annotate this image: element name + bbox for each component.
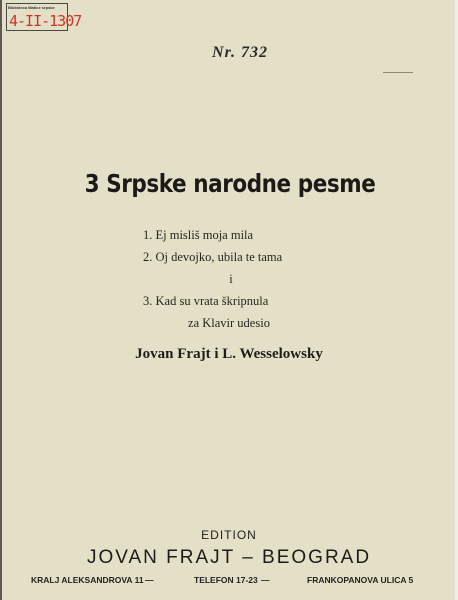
- page-title: 3 Srpske narodne pesme: [84, 169, 376, 198]
- address-phone: TELEFON 17-23: [194, 575, 258, 585]
- address-street-1: KRALJ ALEKSANDROVA 11: [31, 575, 144, 585]
- address-street-2: FRANKOPANOVA ULICA 5: [307, 575, 414, 585]
- library-stamp: [6, 3, 82, 31]
- conjunction: i: [229, 272, 233, 286]
- song-1: 1. Ej misliš moja mila: [143, 228, 254, 242]
- publication-number: Nr. 732: [212, 44, 268, 61]
- pencil-mark: [383, 72, 413, 73]
- left-edge-shadow: [0, 0, 2, 600]
- arrangement-note: za Klavir udesio: [188, 316, 270, 330]
- song-2: 2. Oj devojko, ubila te tama: [143, 250, 283, 264]
- composers: Jovan Frajt i L. Wesselowsky: [135, 346, 323, 362]
- edition-label: EDITION: [201, 528, 257, 542]
- song-3: 3. Kad su vrata škripnula: [143, 294, 269, 308]
- publisher-name: JOVAN FRAJT – BEOGRAD: [86, 547, 372, 568]
- stamp-label: Biblioteca Matice srpske: [8, 5, 55, 10]
- address-separator: —: [261, 575, 270, 585]
- publisher-address: [0, 575, 458, 589]
- stamp-code: 4-II-1307: [9, 12, 82, 30]
- address-separator: —: [145, 575, 154, 585]
